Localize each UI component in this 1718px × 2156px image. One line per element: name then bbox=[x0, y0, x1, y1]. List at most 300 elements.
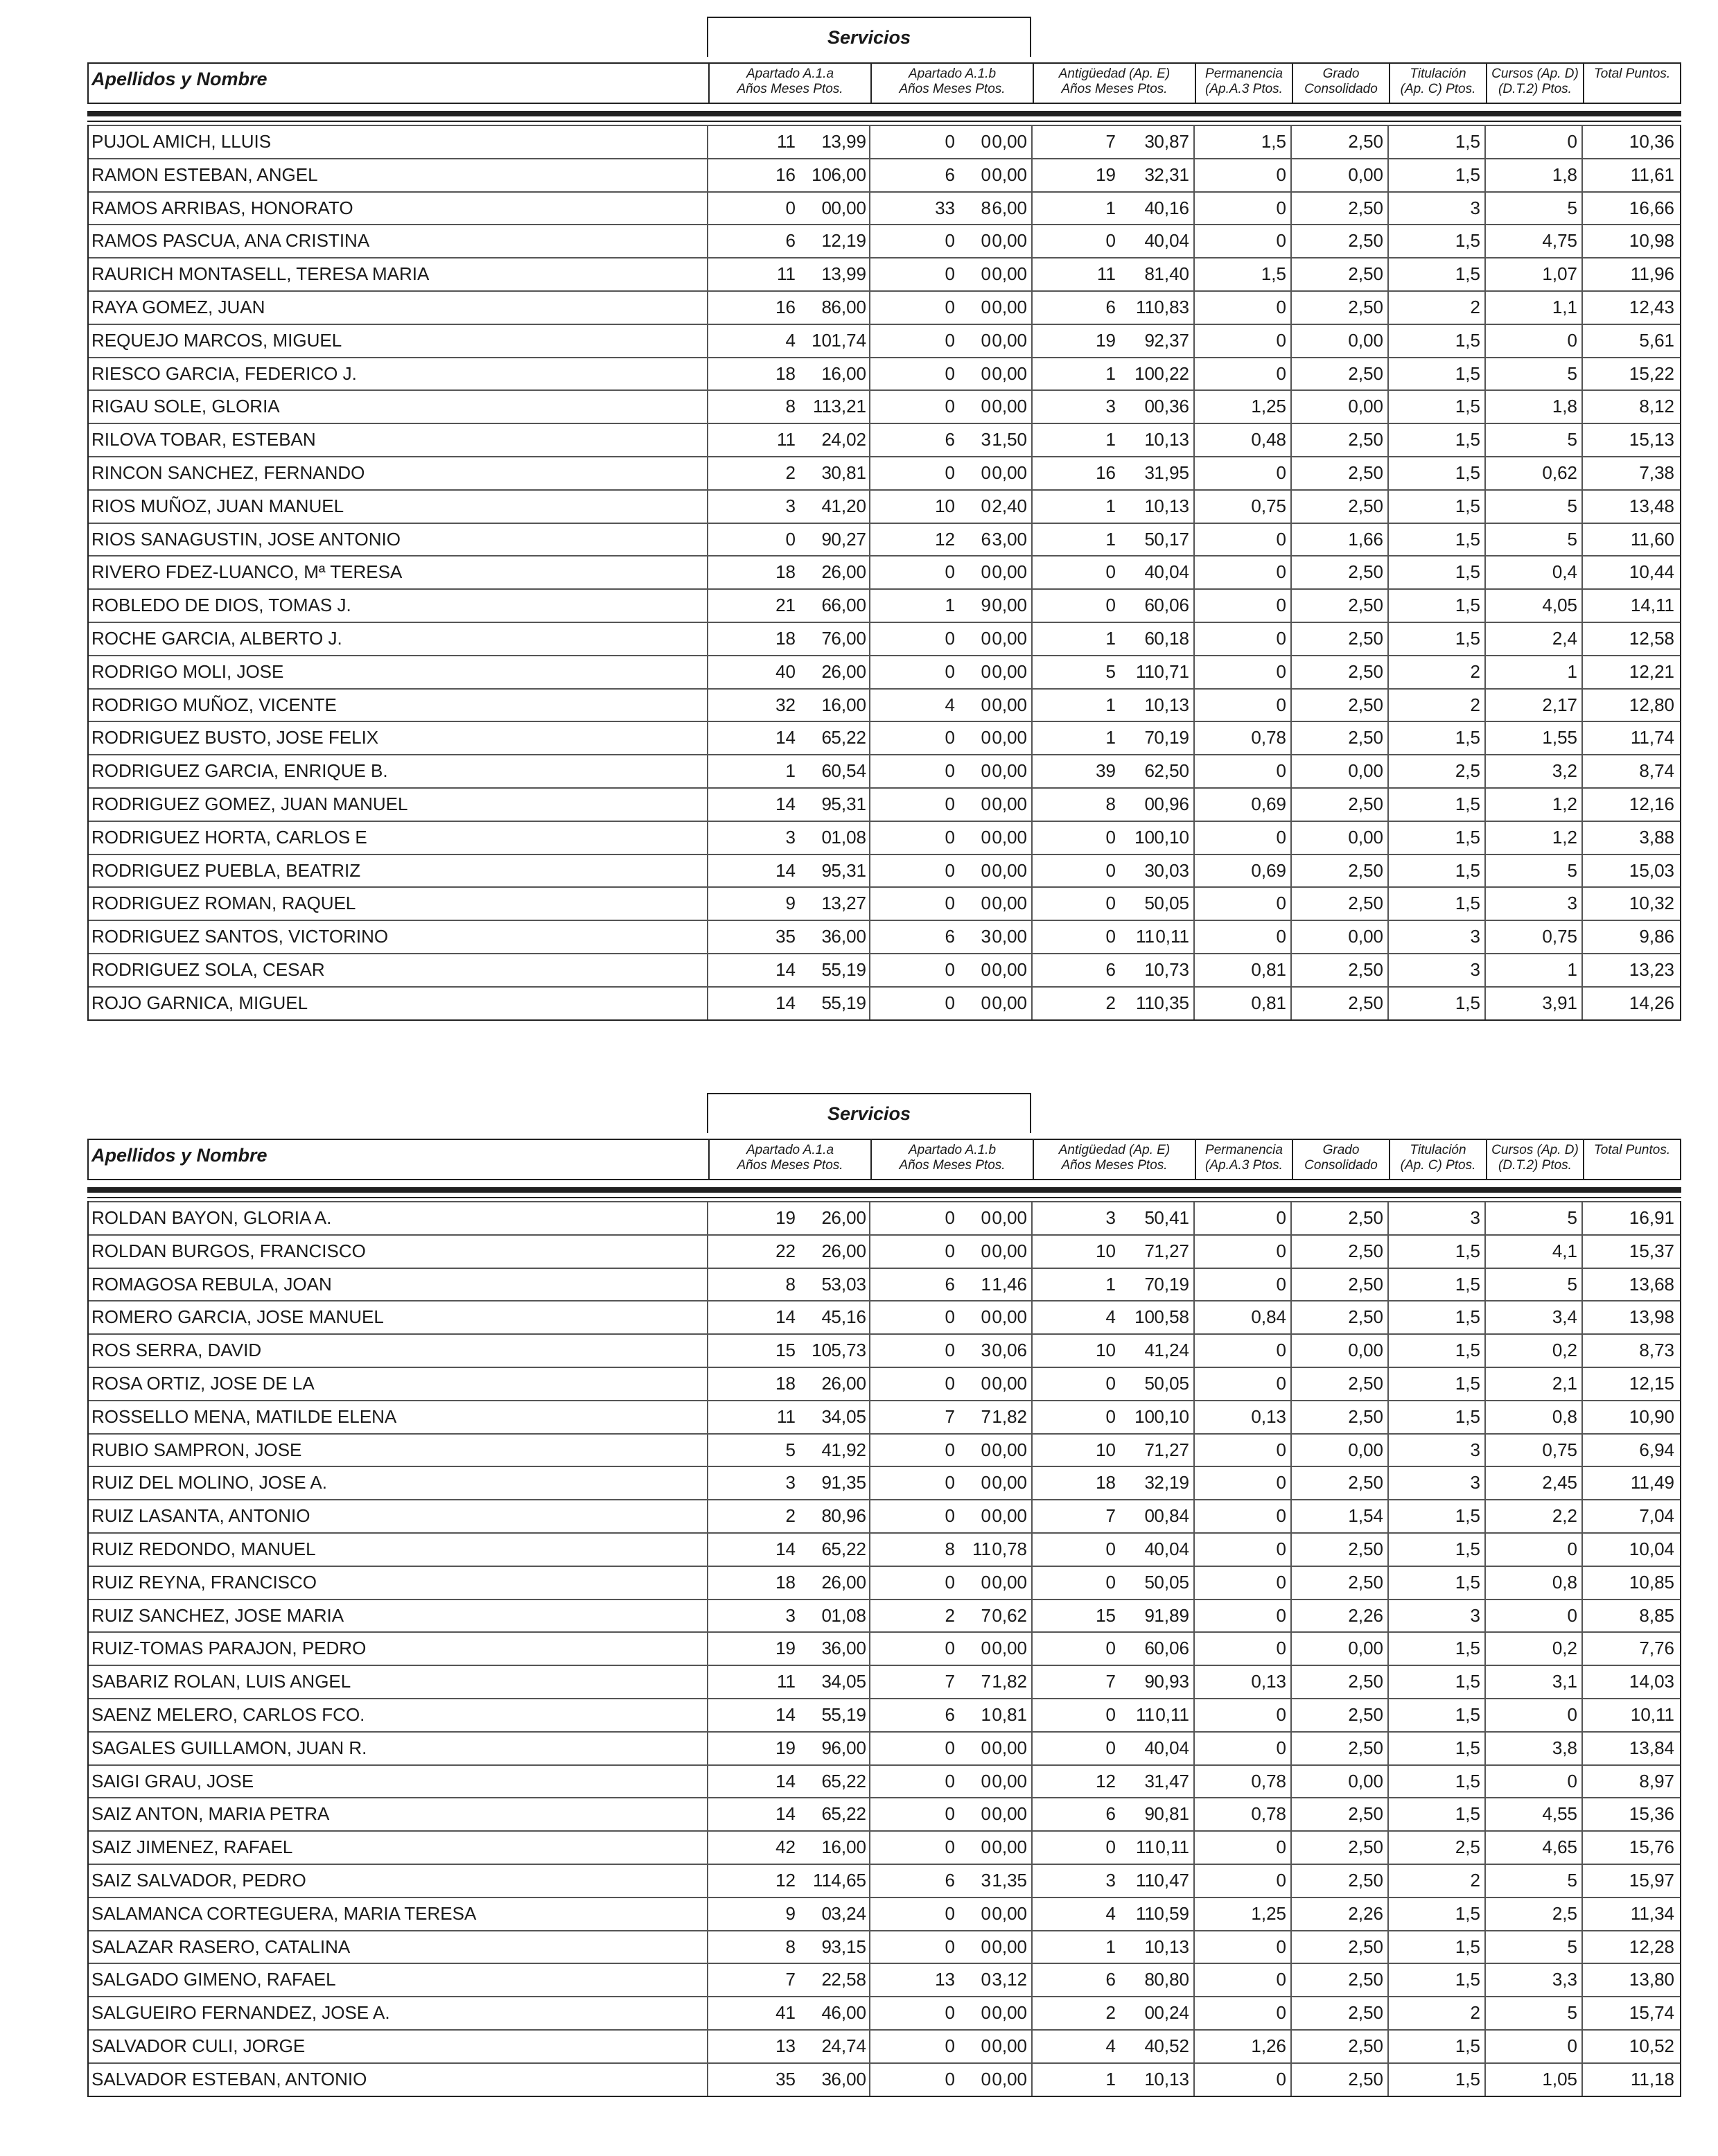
cell-titulacion: 2 bbox=[1470, 694, 1480, 715]
table-row bbox=[89, 1400, 1680, 1433]
cell-a1a-points: 4,02 bbox=[831, 429, 866, 450]
cell-grado: 2,50 bbox=[1348, 2035, 1383, 2056]
cell-antiguedad-years: 6 bbox=[1105, 1803, 1116, 1825]
cell-antiguedad-points: 2,50 bbox=[1154, 760, 1189, 782]
cell-a1b-months: 0 bbox=[981, 1837, 991, 1858]
cell-total: 13,68 bbox=[1629, 1273, 1674, 1295]
column-divider bbox=[1484, 1798, 1486, 1830]
column-divider bbox=[1387, 921, 1389, 953]
cell-antiguedad-months: 7 bbox=[1144, 727, 1155, 748]
cell-a1a-years: 14 bbox=[775, 1538, 796, 1559]
column-divider bbox=[1193, 126, 1195, 158]
column-divider bbox=[1290, 1931, 1292, 1963]
table-row bbox=[89, 1234, 1680, 1268]
cell-a1a-points: 6,00 bbox=[831, 1207, 866, 1228]
cell-titulacion: 3 bbox=[1470, 926, 1480, 947]
column-divider bbox=[1387, 292, 1389, 324]
cell-titulacion: 1,5 bbox=[1455, 1936, 1480, 1957]
cell-antiguedad-months: 4 bbox=[1144, 1737, 1155, 1758]
cell-name: ROSA ORTIZ, JOSE DE LA bbox=[91, 1372, 315, 1394]
cell-a1b-points: 0,00 bbox=[992, 362, 1027, 384]
column-divider bbox=[1290, 590, 1292, 622]
column-divider bbox=[707, 325, 708, 357]
cell-name: SAIZ SALVADOR, PEDRO bbox=[91, 1869, 306, 1891]
cell-total: 5,61 bbox=[1639, 329, 1674, 351]
cell-antiguedad-years: 1 bbox=[1105, 528, 1116, 550]
table-row bbox=[89, 1367, 1680, 1400]
column-divider bbox=[1031, 656, 1033, 688]
cell-antiguedad-years: 1 bbox=[1105, 694, 1116, 715]
cell-a1b-points: 0,00 bbox=[992, 1737, 1027, 1758]
cell-a1a-points: 6,00 bbox=[831, 660, 866, 682]
cell-permanencia: 0 bbox=[1276, 1340, 1286, 1361]
cell-a1a-months: 6 bbox=[821, 1770, 832, 1791]
cell-permanencia: 0 bbox=[1276, 760, 1286, 782]
cell-a1a-years: 14 bbox=[775, 1306, 796, 1328]
column-divider bbox=[1484, 1335, 1486, 1367]
column-divider bbox=[1387, 822, 1389, 854]
column-divider bbox=[1387, 225, 1389, 257]
column-divider bbox=[1484, 159, 1486, 191]
column-divider bbox=[1193, 424, 1195, 456]
cell-antiguedad-points: 1,24 bbox=[1154, 1340, 1189, 1361]
column-divider bbox=[1031, 1534, 1033, 1566]
cell-antiguedad-years: 2 bbox=[1105, 992, 1116, 1013]
cell-cursos: 3,91 bbox=[1542, 992, 1577, 1013]
cell-total: 13,80 bbox=[1629, 1969, 1674, 1990]
column-divider bbox=[1581, 1236, 1583, 1268]
grado-header: Grado Consolidado bbox=[1292, 1140, 1389, 1179]
column-divider bbox=[869, 126, 870, 158]
cell-permanencia: 0 bbox=[1276, 1837, 1286, 1858]
cell-a1b-months: 0 bbox=[981, 1803, 991, 1825]
cell-total: 7,38 bbox=[1639, 462, 1674, 483]
column-divider bbox=[1290, 690, 1292, 721]
cell-a1a-years: 41 bbox=[775, 2002, 796, 2024]
column-divider bbox=[869, 1269, 870, 1301]
column-divider bbox=[707, 656, 708, 688]
cell-grado: 2,50 bbox=[1348, 1372, 1383, 1394]
cell-a1b-years: 0 bbox=[945, 727, 955, 748]
column-divider bbox=[1387, 491, 1389, 523]
column-divider bbox=[869, 1766, 870, 1798]
cell-grado: 2,50 bbox=[1348, 1737, 1383, 1758]
column-divider bbox=[707, 258, 708, 290]
cell-a1b-months: 7 bbox=[981, 1405, 991, 1427]
cell-a1b-months: 0 bbox=[981, 495, 991, 516]
table-row bbox=[89, 920, 1680, 953]
cell-a1b-years: 0 bbox=[945, 1340, 955, 1361]
cell-permanencia: 0 bbox=[1276, 1472, 1286, 1493]
column-divider bbox=[869, 656, 870, 688]
cell-antiguedad-months: 11 bbox=[1136, 660, 1155, 682]
cell-titulacion: 1,5 bbox=[1455, 1803, 1480, 1825]
column-divider bbox=[1484, 590, 1486, 622]
cell-cursos: 1,07 bbox=[1542, 263, 1577, 285]
cell-permanencia: 0,75 bbox=[1251, 495, 1286, 516]
column-divider bbox=[707, 954, 708, 986]
cell-name: RUIZ REDONDO, MANUEL bbox=[91, 1538, 316, 1559]
cell-permanencia: 0 bbox=[1276, 1207, 1286, 1228]
table-row bbox=[89, 622, 1680, 655]
column-divider bbox=[869, 623, 870, 655]
cell-grado: 1,66 bbox=[1348, 528, 1383, 550]
cell-antiguedad-points: 2,31 bbox=[1154, 164, 1189, 185]
cell-a1a-points: 5,22 bbox=[831, 727, 866, 748]
cell-titulacion: 1,5 bbox=[1455, 362, 1480, 384]
cell-antiguedad-points: 0,81 bbox=[1154, 1803, 1189, 1825]
cell-antiguedad-points: 0,41 bbox=[1154, 1207, 1189, 1228]
column-divider bbox=[1581, 457, 1583, 489]
titulacion-header: Titulación (Ap. C) Ptos. bbox=[1389, 1140, 1486, 1179]
cell-a1b-months: 3 bbox=[981, 429, 991, 450]
cell-a1b-months: 0 bbox=[981, 727, 991, 748]
cell-a1a-months: 10 bbox=[812, 164, 832, 185]
column-divider bbox=[1290, 1633, 1292, 1665]
cell-total: 12,80 bbox=[1629, 694, 1674, 715]
column-divider bbox=[1193, 1567, 1195, 1599]
column-divider bbox=[1290, 1335, 1292, 1367]
cell-permanencia: 0 bbox=[1276, 1439, 1286, 1460]
column-divider bbox=[869, 1633, 870, 1665]
cell-antiguedad-points: 1,27 bbox=[1154, 1240, 1189, 1261]
column-divider bbox=[1484, 556, 1486, 588]
cell-a1a-months: 10 bbox=[812, 1340, 832, 1361]
table-row bbox=[89, 324, 1680, 357]
cell-name: RUIZ REYNA, FRANCISCO bbox=[91, 1571, 317, 1593]
cell-a1b-months: 0 bbox=[981, 1936, 991, 1957]
cell-antiguedad-years: 1 bbox=[1105, 2068, 1116, 2089]
column-divider bbox=[869, 921, 870, 953]
cell-antiguedad-months: 9 bbox=[1144, 329, 1155, 351]
column-divider bbox=[869, 1302, 870, 1333]
cell-cursos: 0,8 bbox=[1552, 1405, 1577, 1427]
cell-a1a-years: 18 bbox=[775, 362, 796, 384]
cell-titulacion: 2,5 bbox=[1455, 1837, 1480, 1858]
cell-titulacion: 1,5 bbox=[1455, 893, 1480, 914]
cell-titulacion: 1,5 bbox=[1455, 1671, 1480, 1692]
cell-antiguedad-years: 6 bbox=[1105, 958, 1116, 980]
column-divider bbox=[1031, 556, 1033, 588]
cell-name: RODRIGUEZ ROMAN, RAQUEL bbox=[91, 893, 356, 914]
cell-a1a-years: 14 bbox=[775, 859, 796, 881]
cell-a1a-years: 0 bbox=[785, 528, 796, 550]
cell-a1a-years: 14 bbox=[775, 1770, 796, 1791]
column-divider bbox=[1031, 1302, 1033, 1333]
cell-a1b-years: 0 bbox=[945, 329, 955, 351]
cell-a1a-points: 5,73 bbox=[831, 1340, 866, 1361]
cell-permanencia: 0 bbox=[1276, 694, 1286, 715]
cell-a1b-months: 0 bbox=[981, 362, 991, 384]
cell-antiguedad-years: 0 bbox=[1105, 1638, 1116, 1659]
cell-name: RIESCO GARCIA, FEDERICO J. bbox=[91, 362, 357, 384]
cell-total: 10,98 bbox=[1629, 230, 1674, 252]
column-divider bbox=[1581, 755, 1583, 787]
column-divider bbox=[1387, 126, 1389, 158]
column-divider bbox=[869, 424, 870, 456]
column-divider bbox=[707, 1335, 708, 1367]
column-divider bbox=[869, 225, 870, 257]
column-divider bbox=[1031, 590, 1033, 622]
table-body bbox=[87, 1201, 1681, 2097]
cell-a1b-years: 0 bbox=[945, 893, 955, 914]
cell-a1b-points: 1,50 bbox=[992, 429, 1027, 450]
table-row bbox=[89, 158, 1680, 191]
cell-permanencia: 0 bbox=[1276, 1571, 1286, 1593]
cell-name: RUIZ LASANTA, ANTONIO bbox=[91, 1505, 310, 1527]
column-divider bbox=[1193, 921, 1195, 953]
cell-name: RODRIGUEZ HORTA, CARLOS E bbox=[91, 826, 367, 848]
cell-a1a-years: 21 bbox=[775, 595, 796, 616]
cell-cursos: 2,2 bbox=[1552, 1505, 1577, 1527]
cell-antiguedad-months: 4 bbox=[1144, 1340, 1155, 1361]
cell-titulacion: 1,5 bbox=[1455, 230, 1480, 252]
cell-a1a-years: 13 bbox=[775, 2035, 796, 2056]
cell-a1a-months: 9 bbox=[821, 528, 832, 550]
cell-grado: 0,00 bbox=[1348, 1770, 1383, 1791]
column-divider bbox=[707, 1766, 708, 1798]
cell-cursos: 3,1 bbox=[1552, 1671, 1577, 1692]
cell-cursos: 5 bbox=[1567, 197, 1577, 218]
table-row bbox=[89, 555, 1680, 588]
cell-antiguedad-years: 1 bbox=[1105, 362, 1116, 384]
column-divider bbox=[1290, 524, 1292, 556]
cell-a1a-points: 2,58 bbox=[831, 1969, 866, 1990]
column-divider bbox=[707, 1567, 708, 1599]
column-divider bbox=[707, 1997, 708, 2029]
cell-antiguedad-points: 2,37 bbox=[1154, 329, 1189, 351]
a1a-header: Apartado A.1.a Años Meses Ptos. bbox=[708, 64, 870, 103]
cell-antiguedad-points: 0,52 bbox=[1154, 2035, 1189, 2056]
cell-a1b-points: 0,00 bbox=[992, 1902, 1027, 1924]
cell-a1b-months: 0 bbox=[981, 1638, 991, 1659]
column-divider bbox=[1290, 1500, 1292, 1532]
cell-a1a-points: 3,21 bbox=[831, 396, 866, 417]
column-divider bbox=[707, 225, 708, 257]
column-divider bbox=[1581, 1633, 1583, 1665]
column-divider bbox=[1031, 1931, 1033, 1963]
cell-permanencia: 0 bbox=[1276, 362, 1286, 384]
cell-a1b-points: 0,00 bbox=[992, 263, 1027, 285]
cell-a1a-months: 2 bbox=[821, 660, 832, 682]
cell-a1a-points: 0,54 bbox=[831, 760, 866, 782]
column-divider bbox=[1031, 722, 1033, 754]
table-row bbox=[89, 655, 1680, 688]
cell-name: SAIGI GRAU, JOSE bbox=[91, 1770, 254, 1791]
cell-antiguedad-months: 9 bbox=[1144, 1604, 1155, 1626]
cell-a1a-years: 9 bbox=[785, 893, 796, 914]
column-divider bbox=[1193, 1964, 1195, 1996]
cell-name: SAENZ MELERO, CARLOS FCO. bbox=[91, 1703, 365, 1725]
column-divider bbox=[1290, 1964, 1292, 1996]
cell-antiguedad-months: 11 bbox=[1136, 992, 1155, 1013]
cell-titulacion: 1,5 bbox=[1455, 727, 1480, 748]
cell-total: 3,88 bbox=[1639, 826, 1674, 848]
column-divider bbox=[707, 921, 708, 953]
cell-antiguedad-years: 10 bbox=[1096, 1240, 1116, 1261]
column-divider bbox=[1581, 1567, 1583, 1599]
table-row bbox=[89, 125, 1680, 158]
column-divider bbox=[1387, 656, 1389, 688]
cell-a1b-points: 0,00 bbox=[992, 926, 1027, 947]
column-divider bbox=[1581, 1733, 1583, 1764]
cell-a1b-years: 0 bbox=[945, 131, 955, 152]
cell-grado: 2,50 bbox=[1348, 660, 1383, 682]
cell-cursos: 3 bbox=[1567, 893, 1577, 914]
column-divider bbox=[707, 590, 708, 622]
column-divider bbox=[1581, 921, 1583, 953]
cell-a1a-years: 8 bbox=[785, 1273, 796, 1295]
column-divider bbox=[1031, 1500, 1033, 1532]
column-divider bbox=[1484, 1401, 1486, 1433]
cell-permanencia: 0 bbox=[1276, 2002, 1286, 2024]
cell-antiguedad-months: 4 bbox=[1144, 561, 1155, 583]
cell-a1b-points: 0,00 bbox=[992, 826, 1027, 848]
cell-total: 15,03 bbox=[1629, 859, 1674, 881]
column-divider bbox=[707, 457, 708, 489]
column-divider bbox=[1484, 1435, 1486, 1466]
column-divider bbox=[869, 1435, 870, 1466]
column-divider bbox=[1193, 556, 1195, 588]
column-divider bbox=[1193, 1269, 1195, 1301]
cell-titulacion: 3 bbox=[1470, 1207, 1480, 1228]
cell-cursos: 1,55 bbox=[1542, 727, 1577, 748]
cell-antiguedad-points: 0,04 bbox=[1154, 1737, 1189, 1758]
column-divider bbox=[1581, 1964, 1583, 1996]
cell-a1a-months: 6 bbox=[821, 1803, 832, 1825]
servicios-header: Servicios bbox=[707, 17, 1031, 57]
cell-name: RIOS MUÑOZ, JUAN MANUEL bbox=[91, 495, 344, 516]
cell-a1b-years: 6 bbox=[945, 1703, 955, 1725]
column-divider bbox=[1484, 258, 1486, 290]
cell-antiguedad-months: 1 bbox=[1144, 958, 1155, 980]
cell-cursos: 4,65 bbox=[1542, 1837, 1577, 1858]
cell-titulacion: 1,5 bbox=[1455, 1737, 1480, 1758]
cell-grado: 2,50 bbox=[1348, 362, 1383, 384]
cell-a1b-points: 3,00 bbox=[992, 528, 1027, 550]
cell-a1a-years: 11 bbox=[777, 131, 796, 152]
cell-a1b-years: 0 bbox=[945, 1505, 955, 1527]
column-divider bbox=[1387, 1832, 1389, 1864]
cell-grado: 2,50 bbox=[1348, 263, 1383, 285]
cell-a1a-months: 2 bbox=[821, 1240, 832, 1261]
cell-antiguedad-months: 10 bbox=[1134, 362, 1155, 384]
column-divider bbox=[869, 590, 870, 622]
column-divider bbox=[1581, 1997, 1583, 2029]
column-divider bbox=[1484, 1766, 1486, 1798]
cell-antiguedad-years: 15 bbox=[1096, 1604, 1116, 1626]
cell-total: 10,36 bbox=[1629, 131, 1674, 152]
cell-titulacion: 1,5 bbox=[1455, 1372, 1480, 1394]
cell-cursos: 0,8 bbox=[1552, 1571, 1577, 1593]
column-divider bbox=[1387, 1964, 1389, 1996]
cell-name: RILOVA TOBAR, ESTEBAN bbox=[91, 429, 316, 450]
cell-antiguedad-years: 4 bbox=[1105, 1306, 1116, 1328]
column-divider bbox=[1387, 1997, 1389, 2029]
column-divider bbox=[869, 755, 870, 787]
cell-name: SAGALES GUILLAMON, JUAN R. bbox=[91, 1737, 367, 1758]
column-divider bbox=[1484, 1236, 1486, 1268]
cell-cursos: 5 bbox=[1567, 859, 1577, 881]
cell-a1a-years: 14 bbox=[775, 793, 796, 814]
cell-antiguedad-years: 6 bbox=[1105, 296, 1116, 317]
cell-permanencia: 0 bbox=[1276, 329, 1286, 351]
column-divider bbox=[1290, 1997, 1292, 2029]
cell-antiguedad-points: 0,59 bbox=[1154, 1902, 1189, 1924]
cell-a1a-points: 5,19 bbox=[831, 1703, 866, 1725]
cell-titulacion: 1,5 bbox=[1455, 793, 1480, 814]
column-divider bbox=[1484, 888, 1486, 920]
cell-total: 16,66 bbox=[1629, 197, 1674, 218]
cell-a1a-months: 0 bbox=[821, 197, 832, 218]
cell-a1b-points: 0,00 bbox=[992, 1571, 1027, 1593]
column-divider bbox=[1581, 126, 1583, 158]
cell-antiguedad-years: 1 bbox=[1105, 495, 1116, 516]
cell-a1b-points: 0,00 bbox=[992, 1207, 1027, 1228]
cell-a1b-months: 0 bbox=[981, 462, 991, 483]
cell-grado: 2,50 bbox=[1348, 1571, 1383, 1593]
cell-antiguedad-points: 2,19 bbox=[1154, 1472, 1189, 1493]
column-divider bbox=[1290, 391, 1292, 423]
column-divider bbox=[1193, 225, 1195, 257]
cell-antiguedad-points: 0,13 bbox=[1154, 2068, 1189, 2089]
column-divider bbox=[1290, 1766, 1292, 1798]
cell-titulacion: 1,5 bbox=[1455, 826, 1480, 848]
cell-a1b-months: 0 bbox=[981, 263, 991, 285]
column-divider bbox=[1581, 358, 1583, 390]
column-divider bbox=[1193, 656, 1195, 688]
cell-a1a-years: 11 bbox=[777, 263, 796, 285]
cell-antiguedad-points: 0,13 bbox=[1154, 429, 1189, 450]
cell-a1b-years: 0 bbox=[945, 1803, 955, 1825]
column-divider bbox=[1581, 988, 1583, 1019]
cell-antiguedad-years: 19 bbox=[1096, 329, 1116, 351]
column-divider bbox=[1031, 1401, 1033, 1433]
column-divider bbox=[1031, 921, 1033, 953]
cell-antiguedad-years: 7 bbox=[1105, 1671, 1116, 1692]
cell-titulacion: 1,5 bbox=[1455, 1902, 1480, 1924]
column-divider bbox=[707, 424, 708, 456]
column-divider bbox=[1581, 954, 1583, 986]
table-row bbox=[89, 1333, 1680, 1367]
table-row bbox=[89, 787, 1680, 821]
column-divider bbox=[1387, 524, 1389, 556]
cell-name: RODRIGUEZ SANTOS, VICTORINO bbox=[91, 926, 389, 947]
cell-a1b-months: 7 bbox=[981, 1604, 991, 1626]
column-divider bbox=[1031, 292, 1033, 324]
column-divider bbox=[1193, 1633, 1195, 1665]
cell-a1b-years: 0 bbox=[945, 1936, 955, 1957]
cell-grado: 2,50 bbox=[1348, 230, 1383, 252]
cell-antiguedad-years: 12 bbox=[1096, 1770, 1116, 1791]
cell-a1b-points: 0,62 bbox=[992, 1604, 1027, 1626]
cell-a1a-months: 2 bbox=[821, 561, 832, 583]
cell-cursos: 0,75 bbox=[1542, 1439, 1577, 1460]
cell-a1a-months: 11 bbox=[813, 396, 832, 417]
column-divider bbox=[1193, 524, 1195, 556]
cell-a1b-months: 0 bbox=[981, 1770, 991, 1791]
column-divider bbox=[1193, 1666, 1195, 1698]
column-divider bbox=[1290, 491, 1292, 523]
cell-a1b-months: 0 bbox=[981, 2002, 991, 2024]
cell-antiguedad-points: 0,04 bbox=[1154, 230, 1189, 252]
cell-antiguedad-years: 4 bbox=[1105, 1902, 1116, 1924]
column-divider bbox=[1193, 1302, 1195, 1333]
column-divider bbox=[1387, 258, 1389, 290]
cell-permanencia: 0 bbox=[1276, 561, 1286, 583]
cell-a1a-months: 4 bbox=[821, 1306, 832, 1328]
column-divider bbox=[1581, 556, 1583, 588]
